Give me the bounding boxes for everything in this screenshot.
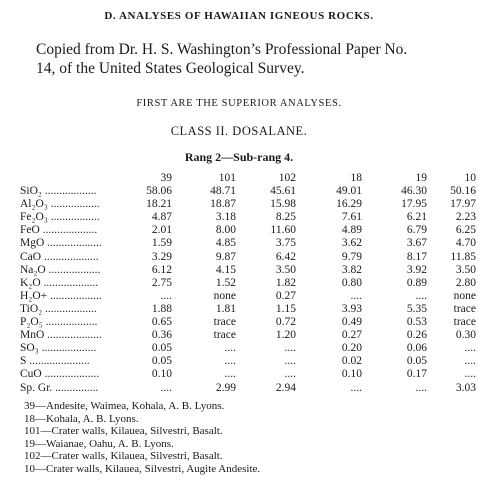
- table-cell: 1.81: [215, 302, 236, 315]
- table-cell: ....: [160, 381, 172, 394]
- row-label: S .....................: [20, 355, 90, 368]
- table-cell: 3.62: [341, 237, 362, 250]
- table-cell: ....: [224, 355, 236, 368]
- table-cell: 2.23: [455, 211, 476, 224]
- table-cell: 58.06: [146, 185, 172, 198]
- table-cell: 4.15: [215, 263, 236, 276]
- table-cell: 3.29: [151, 250, 172, 263]
- table-cell: 4.85: [215, 237, 236, 250]
- table-cell: 3.82: [341, 263, 362, 276]
- table-cell: 2.99: [215, 381, 236, 394]
- table-row: [20, 185, 476, 198]
- table-cell: 0.65: [151, 316, 172, 329]
- table-cell: ....: [224, 368, 236, 381]
- table-cell: 0.27: [275, 289, 296, 302]
- table-cell: 8.25: [275, 211, 296, 224]
- table-header-row: [20, 172, 476, 185]
- table-cell: ....: [464, 368, 476, 381]
- note-line: 18—Kohala, A. B. Lyons.: [24, 412, 139, 425]
- table-cell: 0.89: [406, 276, 427, 289]
- table-cell: 45.61: [270, 185, 296, 198]
- intro-line-1: Copied from Dr. H. S. Washington’s Professional Paper No.: [36, 41, 408, 58]
- table-cell: none: [213, 289, 236, 302]
- table-cell: 48.71: [210, 185, 236, 198]
- table-row: [20, 237, 476, 250]
- row-label: CaO ...................: [20, 250, 99, 263]
- table-row: [20, 302, 476, 316]
- analyses-table: [20, 172, 476, 395]
- table-cell: 49.01: [336, 185, 362, 198]
- column-header: 101: [218, 172, 236, 184]
- rang-heading: Rang 2—Sub-rang 4.: [184, 150, 294, 164]
- row-label: Sp. Gr. ...............: [20, 381, 99, 394]
- table-cell: 16.29: [336, 198, 362, 211]
- table-cell: 1.15: [275, 302, 296, 315]
- table-cell: 6.42: [275, 250, 296, 263]
- table-cell: 0.36: [151, 329, 172, 342]
- table-cell: 0.72: [275, 316, 296, 329]
- table-cell: 50.16: [450, 185, 476, 198]
- table-cell: 3.18: [215, 211, 236, 224]
- table-cell: 4.70: [455, 237, 476, 250]
- table-cell: ....: [284, 355, 296, 368]
- table-cell: none: [453, 289, 476, 302]
- table-cell: 2.94: [275, 381, 296, 394]
- row-label: Al₂O₃ .................: [20, 198, 100, 211]
- table-cell: 1.88: [151, 302, 172, 315]
- table-cell: 4.87: [151, 211, 172, 224]
- table-cell: ....: [160, 289, 172, 302]
- table-row: [20, 198, 476, 211]
- table-cell: 3.67: [406, 237, 427, 250]
- table-cell: 4.89: [341, 224, 362, 237]
- intro-paragraph: [36, 40, 456, 78]
- table-cell: ....: [464, 342, 476, 355]
- table-cell: 9.87: [215, 250, 236, 263]
- table-cell: trace: [453, 302, 476, 315]
- table-cell: 2.01: [151, 224, 172, 237]
- table-cell: ....: [284, 342, 296, 355]
- table-cell: 0.49: [341, 316, 362, 329]
- table-cell: 6.79: [406, 224, 427, 237]
- table-cell: 15.98: [270, 198, 296, 211]
- table-cell: 11.85: [450, 250, 476, 263]
- table-cell: 0.20: [341, 342, 362, 355]
- table-cell: ....: [415, 381, 427, 394]
- table-cell: 1.20: [275, 329, 296, 342]
- table-cell: trace: [453, 316, 476, 329]
- table-cell: ....: [284, 368, 296, 381]
- table-cell: 0.05: [406, 355, 427, 368]
- table-row: [20, 224, 476, 237]
- table-cell: 0.02: [341, 355, 362, 368]
- table-cell: 2.75: [151, 276, 172, 289]
- table-cell: 18.87: [210, 198, 236, 211]
- row-label: K₂O ...................: [20, 276, 99, 289]
- sample-notes: [24, 400, 464, 476]
- intro-line-2: 14, of the United States Geological Survey.: [36, 60, 305, 77]
- table-cell: 8.00: [215, 224, 236, 237]
- table-cell: 0.53: [406, 316, 427, 329]
- table-row: [20, 289, 476, 303]
- table-cell: 0.10: [341, 368, 362, 381]
- table-cell: 1.52: [215, 276, 236, 289]
- row-label: FeO ...................: [20, 224, 98, 237]
- column-header: 19: [415, 172, 427, 184]
- row-label: SiO₂ ..................: [20, 185, 97, 198]
- note-line: 19—Waianae, Oahu, A. B. Lyons.: [24, 437, 174, 450]
- table-row: [20, 316, 476, 329]
- row-label: H₂O+ ..................: [20, 289, 102, 302]
- section-heading: D. ANALYSES OF HAWAIIAN IGNEOUS ROCKS.: [104, 10, 374, 22]
- table-cell: 6.12: [151, 263, 172, 276]
- table-row: [20, 263, 476, 277]
- table-cell: 17.97: [450, 198, 476, 211]
- table-cell: ....: [415, 289, 427, 302]
- table-cell: 0.26: [406, 329, 427, 342]
- table-cell: 11.60: [270, 224, 296, 237]
- column-header: 102: [278, 172, 296, 184]
- table-cell: 0.80: [341, 276, 362, 289]
- table-cell: trace: [213, 316, 236, 329]
- table-cell: 6.21: [406, 211, 427, 224]
- table-cell: 5.35: [406, 302, 427, 315]
- table-cell: trace: [213, 329, 236, 342]
- table-row: [20, 276, 476, 290]
- row-label: TiO₂ ..................: [20, 302, 97, 315]
- table-cell: 1.82: [275, 276, 296, 289]
- row-label: MnO ...................: [20, 329, 102, 342]
- table-cell: 0.05: [151, 355, 172, 368]
- table-cell: 3.50: [275, 263, 296, 276]
- table-cell: 0.27: [341, 329, 362, 342]
- row-label: CuO ...................: [20, 368, 100, 381]
- table-cell: 6.25: [455, 224, 476, 237]
- table-row: [20, 342, 476, 355]
- table-cell: 1.59: [151, 237, 172, 250]
- note-line: 102—Crater walls, Kilauea, Silvestri, Basalt.: [24, 450, 223, 463]
- table-cell: 3.93: [341, 302, 362, 315]
- table-cell: 0.17: [406, 368, 427, 381]
- table-row: [20, 381, 476, 395]
- table-cell: 0.06: [406, 342, 427, 355]
- table-cell: 0.30: [455, 329, 476, 342]
- superior-analyses-heading: FIRST ARE THE SUPERIOR ANALYSES.: [136, 98, 342, 109]
- row-label: SO₃ ...................: [20, 342, 97, 355]
- table-cell: 0.05: [151, 342, 172, 355]
- row-label: Na₂O ..................: [20, 263, 101, 276]
- table-cell: 8.17: [406, 250, 427, 263]
- table-cell: 3.50: [455, 263, 476, 276]
- column-header: 10: [464, 172, 476, 184]
- row-label: P₂O₅ ..................: [20, 316, 98, 329]
- table-cell: 9.79: [341, 250, 362, 263]
- column-header: 18: [350, 172, 362, 184]
- row-label: Fe₂O₃ .................: [20, 211, 100, 224]
- column-header: 39: [160, 172, 172, 184]
- table-cell: 0.10: [151, 368, 172, 381]
- table-cell: 2.80: [455, 276, 476, 289]
- table-row: [20, 250, 476, 264]
- table-cell: ....: [224, 342, 236, 355]
- note-line: 10—Crater walls, Kilauea, Silvestri, Augite Andesite.: [24, 462, 261, 475]
- table-row: [20, 329, 476, 342]
- row-label: MgO ...................: [20, 237, 102, 250]
- table-cell: 17.95: [401, 198, 427, 211]
- table-cell: 3.75: [275, 237, 296, 250]
- table-row: [20, 211, 476, 224]
- note-line: 39—Andesite, Waimea, Kohala, A. B. Lyons.: [24, 400, 225, 412]
- class-heading: CLASS II. DOSALANE.: [170, 124, 308, 138]
- table-body: [20, 185, 476, 395]
- table-cell: 3.92: [406, 263, 427, 276]
- table-cell: ....: [464, 355, 476, 368]
- table-row: [20, 368, 476, 381]
- table-cell: ....: [350, 289, 362, 302]
- table-row: [20, 355, 476, 368]
- table-cell: ....: [350, 381, 362, 394]
- table-cell: 46.30: [401, 185, 427, 198]
- note-line: 101—Crater walls, Kilauea, Silvestri, Basalt.: [24, 425, 223, 438]
- table-cell: 3.03: [455, 381, 476, 394]
- table-cell: 18.21: [146, 198, 172, 211]
- table-cell: 7.61: [341, 211, 362, 224]
